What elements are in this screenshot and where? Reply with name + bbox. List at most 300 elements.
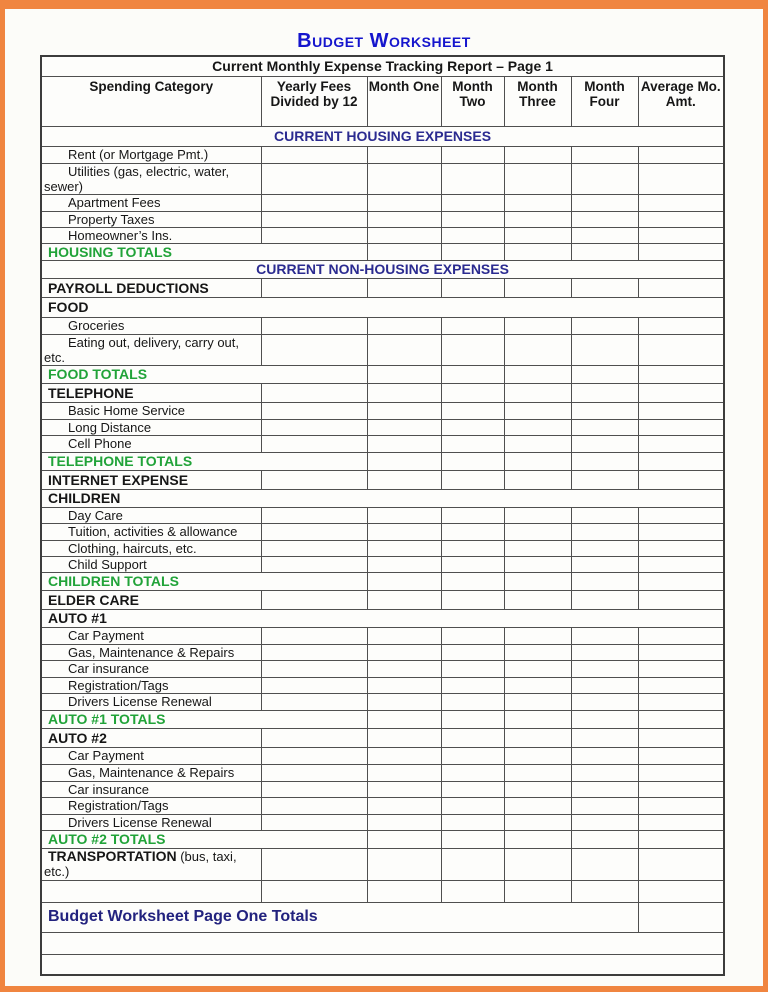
table-row [41,297,724,317]
value-cell[interactable] [441,710,504,728]
category-banner: CHILDREN [41,489,724,507]
value-cell[interactable] [441,278,504,297]
value-cell[interactable] [638,797,724,814]
value-cell[interactable] [261,590,367,609]
value-cell[interactable] [504,317,571,334]
table-row [41,902,724,932]
value-cell[interactable] [571,334,638,365]
value-cell[interactable] [261,435,367,452]
value-cell[interactable] [261,797,367,814]
value-cell[interactable] [441,781,504,797]
category-label: ELDER CARE [41,590,261,609]
value-cell[interactable] [504,402,571,419]
value-cell[interactable] [261,764,367,781]
value-cell[interactable] [441,677,504,693]
value-cell[interactable] [441,848,504,880]
value-cell[interactable] [504,383,571,402]
value-cell[interactable] [571,572,638,590]
value-cell[interactable] [441,194,504,211]
value-cell[interactable] [504,710,571,728]
value-cell[interactable] [638,660,724,677]
value-cell[interactable] [638,435,724,452]
table-row [41,728,724,747]
value-cell[interactable] [261,227,367,243]
table-row [41,572,724,590]
value-cell[interactable] [571,797,638,814]
value-cell[interactable] [367,523,441,540]
totals-label: HOUSING TOTALS [41,243,367,260]
value-cell[interactable] [504,590,571,609]
table-row [41,227,724,243]
value-cell[interactable] [571,419,638,435]
value-cell[interactable] [367,227,441,243]
value-cell[interactable] [638,540,724,556]
category-label: AUTO #2 [41,728,261,747]
value-cell[interactable] [504,194,571,211]
value-cell[interactable] [571,507,638,523]
row-label: Cell Phone [41,435,261,452]
value-cell[interactable] [638,419,724,435]
value-cell[interactable] [367,627,441,644]
totals-label: CHILDREN TOTALS [41,572,367,590]
value-cell[interactable] [638,677,724,693]
value-cell[interactable] [441,163,504,194]
value-cell[interactable] [441,540,504,556]
value-cell[interactable] [261,419,367,435]
value-cell[interactable] [571,747,638,764]
value-cell[interactable] [638,627,724,644]
value-cell[interactable] [504,334,571,365]
table-row [41,848,724,880]
value-cell[interactable] [441,728,504,747]
value-cell[interactable] [261,644,367,660]
value-cell[interactable] [367,677,441,693]
value-cell[interactable] [638,365,724,383]
value-cell[interactable] [441,644,504,660]
value-cell[interactable] [571,644,638,660]
value-cell[interactable] [441,419,504,435]
value-cell[interactable] [367,278,441,297]
value-cell[interactable] [638,334,724,365]
value-cell[interactable] [638,163,724,194]
value-cell[interactable] [571,523,638,540]
row-label: Homeowner’s Ins. [41,227,261,243]
value-cell[interactable] [441,627,504,644]
value-cell[interactable] [638,902,724,932]
value-cell[interactable] [571,590,638,609]
table-row [41,383,724,402]
value-cell[interactable] [638,693,724,710]
value-cell[interactable] [504,419,571,435]
value-cell[interactable] [504,693,571,710]
value-cell[interactable] [638,523,724,540]
value-cell[interactable] [367,163,441,194]
value-cell[interactable] [504,507,571,523]
value-cell[interactable] [441,383,504,402]
value-cell[interactable] [504,660,571,677]
row-label: Rent (or Mortgage Pmt.) [41,146,261,163]
value-cell[interactable] [638,814,724,830]
value-cell[interactable] [504,146,571,163]
value-cell[interactable] [504,764,571,781]
value-cell[interactable] [571,243,638,260]
value-cell[interactable] [504,278,571,297]
value-cell[interactable] [441,830,504,848]
row-label: Gas, Maintenance & Repairs [41,644,261,660]
value-cell[interactable] [261,146,367,163]
value-cell[interactable] [261,556,367,572]
value-cell[interactable] [367,402,441,419]
value-cell[interactable] [504,728,571,747]
value-cell[interactable] [367,146,441,163]
value-cell[interactable] [638,507,724,523]
value-cell[interactable] [571,556,638,572]
value-cell[interactable] [504,523,571,540]
value-cell[interactable] [504,848,571,880]
table-row [41,540,724,556]
value-cell[interactable] [441,797,504,814]
value-cell[interactable] [367,383,441,402]
value-cell[interactable] [571,163,638,194]
value-cell[interactable] [261,334,367,365]
value-cell[interactable] [441,814,504,830]
value-cell[interactable] [367,764,441,781]
value-cell[interactable] [638,146,724,163]
table-row [41,523,724,540]
value-cell[interactable] [367,693,441,710]
table-row [41,76,724,126]
value-cell[interactable] [638,243,724,260]
table-row [41,489,724,507]
value-cell[interactable] [638,278,724,297]
value-cell[interactable] [638,211,724,227]
value-cell[interactable] [367,435,441,452]
value-cell[interactable] [441,660,504,677]
value-cell[interactable] [367,419,441,435]
value-cell[interactable] [367,797,441,814]
value-cell[interactable] [261,383,367,402]
value-cell[interactable] [441,572,504,590]
value-cell[interactable] [367,211,441,227]
table-row [41,781,724,797]
report-title: Current Monthly Expense Tracking Report – Page 1 [41,56,724,76]
totals-label: TELEPHONE TOTALS [41,452,367,470]
value-cell[interactable] [504,644,571,660]
table-row [41,710,724,728]
value-cell[interactable] [367,660,441,677]
value-cell[interactable] [571,402,638,419]
table-row [41,452,724,470]
table-row [41,435,724,452]
value-cell[interactable] [638,764,724,781]
value-cell[interactable] [504,435,571,452]
row-label: Registration/Tags [41,677,261,693]
value-cell[interactable] [261,627,367,644]
value-cell[interactable] [367,830,441,848]
value-cell[interactable] [504,830,571,848]
grand-total-label: Budget Worksheet Page One Totals [41,902,638,932]
value-cell[interactable] [571,227,638,243]
value-cell[interactable] [367,848,441,880]
value-cell[interactable] [367,470,441,489]
table-row [41,243,724,260]
column-header: Month Four [571,76,638,126]
value-cell[interactable] [638,848,724,880]
value-cell[interactable] [571,365,638,383]
value-cell[interactable] [571,781,638,797]
value-cell[interactable] [571,693,638,710]
value-cell[interactable] [441,470,504,489]
table-row [41,764,724,781]
value-cell[interactable] [441,590,504,609]
value-cell[interactable] [367,194,441,211]
worksheet-page [5,9,763,986]
value-cell[interactable] [571,278,638,297]
row-label: Child Support [41,556,261,572]
table-row [41,211,724,227]
row-label: Groceries [41,317,261,334]
value-cell[interactable] [638,470,724,489]
value-cell[interactable] [638,572,724,590]
table-row [41,814,724,830]
value-cell[interactable] [638,402,724,419]
row-label: Property Taxes [41,211,261,227]
row-label: Car insurance [41,660,261,677]
table-row [41,56,724,76]
table-row [41,830,724,848]
value-cell[interactable] [367,572,441,590]
value-cell[interactable] [504,365,571,383]
table-row [41,954,724,975]
row-label: Basic Home Service [41,402,261,419]
table-row [41,693,724,710]
table-row [41,126,724,146]
value-cell[interactable] [261,814,367,830]
value-cell[interactable] [638,590,724,609]
table-row [41,163,724,194]
value-cell[interactable] [367,880,441,902]
value-cell[interactable] [367,365,441,383]
value-cell[interactable] [504,880,571,902]
row-label: Car Payment [41,627,261,644]
row-label: Drivers License Renewal [41,693,261,710]
table-row [41,334,724,365]
table-row [41,194,724,211]
value-cell[interactable] [367,814,441,830]
value-cell[interactable] [441,556,504,572]
value-cell[interactable] [571,627,638,644]
value-cell[interactable] [638,830,724,848]
value-cell[interactable] [367,507,441,523]
value-cell[interactable] [261,781,367,797]
value-cell[interactable] [571,211,638,227]
value-cell[interactable] [367,710,441,728]
value-cell[interactable] [638,880,724,902]
value-cell[interactable] [261,728,367,747]
value-cell[interactable] [441,402,504,419]
transportation-label: TRANSPORTATION [48,848,177,864]
value-cell[interactable] [261,278,367,297]
value-cell[interactable] [367,728,441,747]
value-cell[interactable] [441,243,504,260]
row-label[interactable] [41,880,261,902]
column-header: Month One [367,76,441,126]
value-cell[interactable] [571,764,638,781]
value-cell[interactable] [261,848,367,880]
value-cell[interactable] [504,540,571,556]
value-cell[interactable] [441,365,504,383]
value-cell[interactable] [261,523,367,540]
value-cell[interactable] [638,452,724,470]
value-cell[interactable] [367,452,441,470]
value-cell[interactable] [504,627,571,644]
value-cell[interactable] [571,830,638,848]
value-cell[interactable] [638,728,724,747]
value-cell[interactable] [504,556,571,572]
value-cell[interactable] [571,146,638,163]
value-cell[interactable] [367,540,441,556]
column-header: Month Two [441,76,504,126]
value-cell[interactable] [571,383,638,402]
value-cell[interactable] [261,317,367,334]
value-cell[interactable] [571,660,638,677]
value-cell[interactable] [261,677,367,693]
value-cell[interactable] [504,163,571,194]
column-header: Average Mo. Amt. [638,76,724,126]
category-label: TELEPHONE [41,383,261,402]
value-cell[interactable] [638,644,724,660]
table-row [41,677,724,693]
value-cell[interactable] [571,677,638,693]
value-cell[interactable] [367,590,441,609]
value-cell[interactable] [261,880,367,902]
value-cell[interactable] [261,194,367,211]
budget-table [40,55,725,976]
value-cell[interactable] [261,163,367,194]
value-cell[interactable] [441,435,504,452]
category-banner: AUTO #1 [41,609,724,627]
column-header: Month Three [504,76,571,126]
value-cell[interactable] [638,194,724,211]
value-cell[interactable] [367,644,441,660]
category-label [41,848,261,880]
value-cell[interactable] [571,317,638,334]
value-cell[interactable] [638,227,724,243]
row-label: Long Distance [41,419,261,435]
value-cell[interactable] [638,781,724,797]
value-cell[interactable] [571,194,638,211]
value-cell[interactable] [367,317,441,334]
value-cell[interactable] [571,710,638,728]
table-row [41,419,724,435]
totals-label: AUTO #2 TOTALS [41,830,367,848]
table-row [41,797,724,814]
table-row [41,278,724,297]
value-cell[interactable] [367,334,441,365]
value-cell[interactable] [261,211,367,227]
table-row [41,660,724,677]
value-cell[interactable] [441,211,504,227]
value-cell[interactable] [441,747,504,764]
value-cell[interactable] [571,848,638,880]
empty-row [41,932,724,954]
value-cell[interactable] [571,470,638,489]
row-label: Registration/Tags [41,797,261,814]
value-cell[interactable] [638,383,724,402]
value-cell[interactable] [261,540,367,556]
value-cell[interactable] [504,677,571,693]
table-row [41,146,724,163]
row-label: Car insurance [41,781,261,797]
value-cell[interactable] [504,781,571,797]
category-banner: FOOD [41,297,724,317]
value-cell[interactable] [504,243,571,260]
table-row [41,507,724,523]
row-label: Tuition, activities & allowance [41,523,261,540]
row-label: Gas, Maintenance & Repairs [41,764,261,781]
value-cell[interactable] [367,556,441,572]
value-cell[interactable] [504,227,571,243]
value-cell[interactable] [441,317,504,334]
value-cell[interactable] [441,507,504,523]
value-cell[interactable] [504,572,571,590]
row-label: Day Care [41,507,261,523]
value-cell[interactable] [571,728,638,747]
value-cell[interactable] [504,452,571,470]
row-label: Eating out, delivery, carry out, etc. [41,334,261,365]
value-cell[interactable] [504,211,571,227]
value-cell[interactable] [441,880,504,902]
value-cell[interactable] [441,693,504,710]
value-cell[interactable] [571,435,638,452]
column-header: Yearly Fees Divided by 12 [261,76,367,126]
table-row [41,932,724,954]
value-cell[interactable] [441,146,504,163]
value-cell[interactable] [441,227,504,243]
value-cell[interactable] [367,781,441,797]
value-cell[interactable] [571,880,638,902]
value-cell[interactable] [261,402,367,419]
value-cell[interactable] [441,452,504,470]
value-cell[interactable] [441,764,504,781]
value-cell[interactable] [441,523,504,540]
value-cell[interactable] [638,710,724,728]
totals-label: FOOD TOTALS [41,365,367,383]
empty-row [41,954,724,975]
value-cell[interactable] [441,334,504,365]
value-cell[interactable] [261,660,367,677]
value-cell[interactable] [367,243,441,260]
value-cell[interactable] [638,556,724,572]
value-cell[interactable] [504,747,571,764]
value-cell[interactable] [571,452,638,470]
value-cell[interactable] [261,693,367,710]
category-label: PAYROLL DEDUCTIONS [41,278,261,297]
table-row [41,402,724,419]
value-cell[interactable] [261,470,367,489]
table-row [41,470,724,489]
value-cell[interactable] [571,814,638,830]
value-cell[interactable] [504,814,571,830]
value-cell[interactable] [367,747,441,764]
value-cell[interactable] [504,797,571,814]
value-cell[interactable] [638,747,724,764]
value-cell[interactable] [504,470,571,489]
value-cell[interactable] [261,747,367,764]
value-cell[interactable] [571,540,638,556]
value-cell[interactable] [261,507,367,523]
value-cell[interactable] [638,317,724,334]
